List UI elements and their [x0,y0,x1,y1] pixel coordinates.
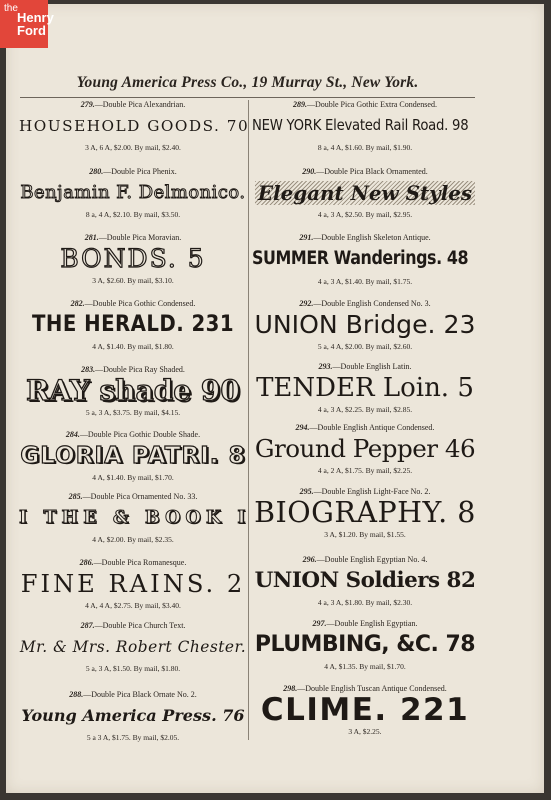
specimen-caption: 288.—Double Pica Black Ornate No. 2. [69,690,197,699]
specimen-caption: 296.—Double English Egyptian No. 4. [302,555,428,564]
specimen-price: 4 A, 4 A, $2.75. By mail, $3.40. [85,601,181,610]
specimen-price: 8 a, 4 A, $2.10. By mail, $3.50. [85,210,181,219]
specimen-caption: 297.—Double English Egyptian. [312,619,418,628]
specimen-entry-289 [252,100,478,153]
specimen-text: THE HERALD. 231 [31,312,235,337]
specimen-caption: 295.—Double English Light-Face No. 2. [299,487,431,496]
specimen-caption: 280.—Double Pica Phenix. [89,167,177,176]
specimen-price: 4 A, $1.40. By mail, $1.80. [92,342,174,351]
specimen-text: NEW YORK Elevated Rail Road. 98 [252,117,469,134]
specimen-price: 3 A, $1.20. By mail, $1.55. [324,530,406,539]
specimen-entry-281 [19,233,247,286]
specimen-entry-286 [19,558,247,611]
specimen-text: BIOGRAPHY. 8 [254,496,476,529]
specimen-entry-296 [252,555,478,608]
specimen-text: Elegant New Styles [255,181,475,205]
specimen-entry-285 [19,492,251,545]
page-header: Young America Press Co., 19 Murray St., New York. [76,74,419,91]
specimen-text: CLIME. 221 [260,692,470,728]
specimen-price: 5 a, 4 A, $2.00. By mail, $2.60. [317,342,413,351]
specimen-caption: 287.—Double Pica Church Text. [80,621,186,630]
specimen-entry-298 [252,684,478,737]
henry-ford-logo[interactable]: the Henry Ford [0,0,48,48]
specimen-caption: 298.—Double English Tuscan Antique Condensed. [283,684,447,693]
specimen-text: FINE RAINS. 2 [20,570,246,598]
specimen-price: 4 a, 3 A, $2.25. By mail, $2.85. [317,405,413,414]
specimen-text: PLUMBING, &C. 78 [254,632,476,657]
specimen-entry-294 [252,423,478,476]
specimen-text: Young America Press. 76 [21,706,245,725]
specimen-entry-279 [19,100,250,153]
specimen-caption: 281.—Double Pica Moravian. [84,233,182,242]
specimen-text: I THE & BOOK I [19,507,251,528]
specimen-entry-288 [19,690,247,743]
specimen-price: 4 a, 3 A, $1.40. By mail, $1.75. [317,277,413,286]
specimen-text: SUMMER Wanderings. 48 [252,248,469,269]
specimen-price: 3 A, $2.25. [348,727,382,736]
specimen-price: 4 a, 3 A, $2.50. By mail, $2.95. [317,210,413,219]
specimen-text: UNION Soldiers 82 [254,568,476,593]
specimen-text: Mr. & Mrs. Robert Chester. [19,638,247,656]
specimen-price: 3 A, $2.60. By mail, $3.10. [92,276,174,285]
specimen-caption: 282.—Double Pica Gothic Condensed. [70,299,196,308]
specimen-caption: 284.—Double Pica Gothic Double Shade. [65,430,201,439]
specimen-entry-290 [252,167,478,220]
specimen-entry-287 [19,621,247,674]
specimen-text: GLORIA PATRI. 8 [20,443,246,469]
specimen-text: TENDER Loin. 5 [256,373,474,403]
specimen-entry-282 [19,299,247,352]
specimen-entry-297 [252,619,478,672]
header-rule [20,97,475,98]
specimen-text: RAY shade 90 [26,374,240,407]
specimen-price: 4 a, 2 A, $1.75. By mail, $2.25. [317,466,413,475]
specimen-price: 4 A, $1.40. By mail, $1.70. [92,473,174,482]
specimen-caption: 286.—Double Pica Romanesque. [79,558,187,567]
specimen-price: 5 a, 3 A, $3.75. By mail, $4.15. [85,408,181,417]
specimen-caption: 285.—Double Pica Ornamented No. 33. [68,492,198,501]
specimen-price: 4 a, 3 A, $1.80. By mail, $2.30. [317,598,413,607]
specimen-caption: 279.—Double Pica Alexandrian. [80,100,186,109]
specimen-price: 5 a 3 A, $1.75. By mail, $2.05. [86,733,180,742]
specimen-entry-293 [252,362,478,415]
specimen-caption: 290.—Double Pica Black Ornamented. [302,167,428,176]
specimen-text: HOUSEHOLD GOODS. 70 [19,117,250,135]
specimen-price: 4 A, $1.35. By mail, $1.70. [324,662,406,671]
specimen-entry-295 [252,487,478,540]
specimen-caption: 292.—Double English Condensed No. 3. [299,299,431,308]
specimen-entry-280 [19,167,247,220]
specimen-caption: 294.—Double English Antique Condensed. [295,423,435,432]
specimen-caption: 293.—Double English Latin. [318,362,412,371]
specimen-text: BONDS. 5 [60,244,206,273]
specimen-text: Benjamin F. Delmonico. [20,182,246,203]
specimen-caption: 289.—Double Pica Gothic Extra Condensed. [293,100,437,109]
specimen-price: 8 a, 4 A, $1.60. By mail, $1.90. [317,143,413,152]
specimen-caption: 291.—Double English Skeleton Antique. [299,233,431,242]
specimen-entry-284 [19,430,247,483]
specimen-caption: 283.—Double Pica Ray Shaded. [81,365,185,374]
specimen-text: Ground Pepper 46 [254,434,476,463]
specimen-price: 5 a, 3 A, $1.50. By mail, $1.80. [85,664,181,673]
specimen-entry-283 [19,365,247,418]
specimen-price: 4 A, $2.00. By mail, $2.35. [92,535,174,544]
specimen-price: 3 A, 6 A, $2.00. By mail, $2.40. [85,143,181,152]
column-divider [248,100,249,740]
specimen-text: UNION Bridge. 23 [254,310,476,339]
specimen-entry-292 [252,299,478,352]
specimen-entry-291 [252,233,478,287]
